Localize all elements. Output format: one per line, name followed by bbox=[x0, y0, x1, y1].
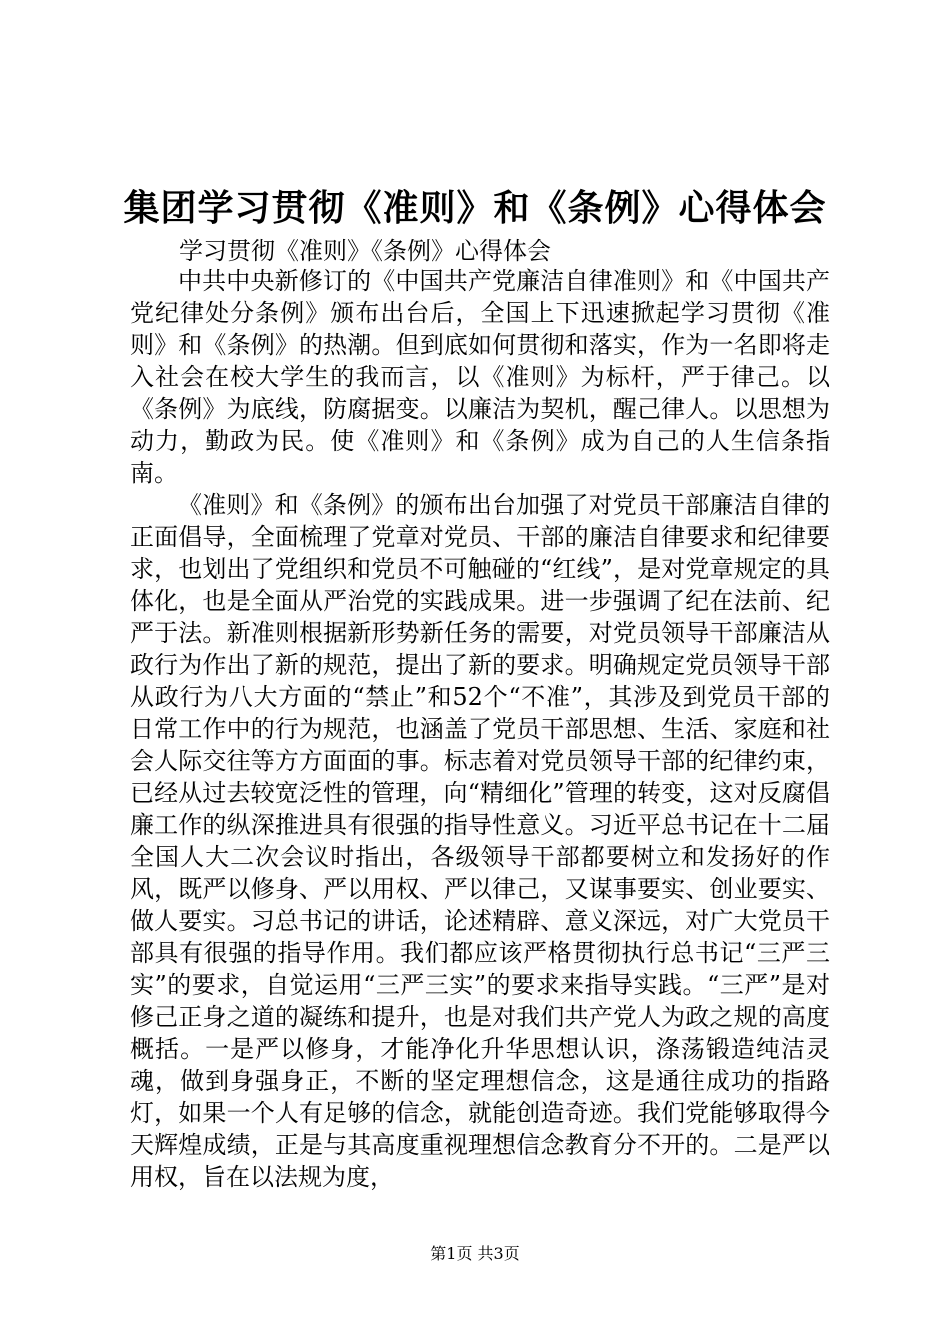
body-paragraph-1: 中共中央新修订的《中国共产党廉洁自律准则》和《中国共产党纪律处分条例》颁布出台后，全国上下迅速掀起学习贯彻《准则》和《条例》的热潮。但到底如何贯彻和落实，作为一名即将走入社会在校大学生的我而言，以《准则》为标杆，严于律己。以《条例》为底线，防腐据变。以廉洁为契机，醒己律人。以思想为动力，勤政为民。使《准则》和《条例》成为自己的人生信条指南。 bbox=[130, 267, 830, 487]
document-body bbox=[130, 265, 830, 1193]
document-subtitle: 学习贯彻《准则》《条例》心得体会 bbox=[179, 237, 551, 265]
page-number-footer: 第1页 共3页 bbox=[430, 1244, 520, 1263]
body-paragraph-2: 《准则》和《条例》的颁布出台加强了对党员干部廉洁自律的正面倡导，全面梳理了党章对党员、干部的廉洁自律要求和纪律要求，也划出了党组织和党员不可触碰的“红线”，是对党章规定的具体化，也是全面从严治党的实践成果。进一步强调了纪在法前、纪严于法。新准则根据新形势新任务的需要，对党员领导干部廉洁从政行为作出了新的规范，提出了新的要求。明确规定党员领导干部从政行为八大方面的“禁止”和52个“不准”，其涉及到党员干部的日常工作中的行为规范，也涵盖了党员干部思想、生活、家庭和社会人际交往等方方面面的事。标志着对党员领导干部的纪律约束，已经从过去较宽泛性的管理，向“精细化”管理的转变，这对反腐倡廉工作的纵深推进具有很强的指导性意义。习近平总书记在十二届全国人大二次会议时指出，各级领导干部都要树立和发扬好的作风，既严以修身、严以用权、严以律己，又谋事要实、创业要实、做人要实。习总书记的讲话，论述精辟、意义深远，对广大党员干部具有很强的指导作用。我们都应该严格贯彻执行总书记“三严三实”的要求，自觉运用“三严三实”的要求来指导实践。“三严”是对修己正身之道的凝练和提升，也是对我们共产党人为政之规的高度概括。一是严以修身，才能净化升华思想认识，涤荡锻造纯洁灵魂，做到身强身正，不断的坚定理想信念，这是通往成功的指路灯，如果一个人有足够的信念，就能创造奇迹。我们党能够取得今天辉煌成绩，正是与其高度重视理想信念教育分不开的。二是严以用权，旨在以法规为度， bbox=[130, 491, 830, 1191]
document-title: 集团学习贯彻《准则》和《条例》心得体会 bbox=[123, 187, 827, 229]
